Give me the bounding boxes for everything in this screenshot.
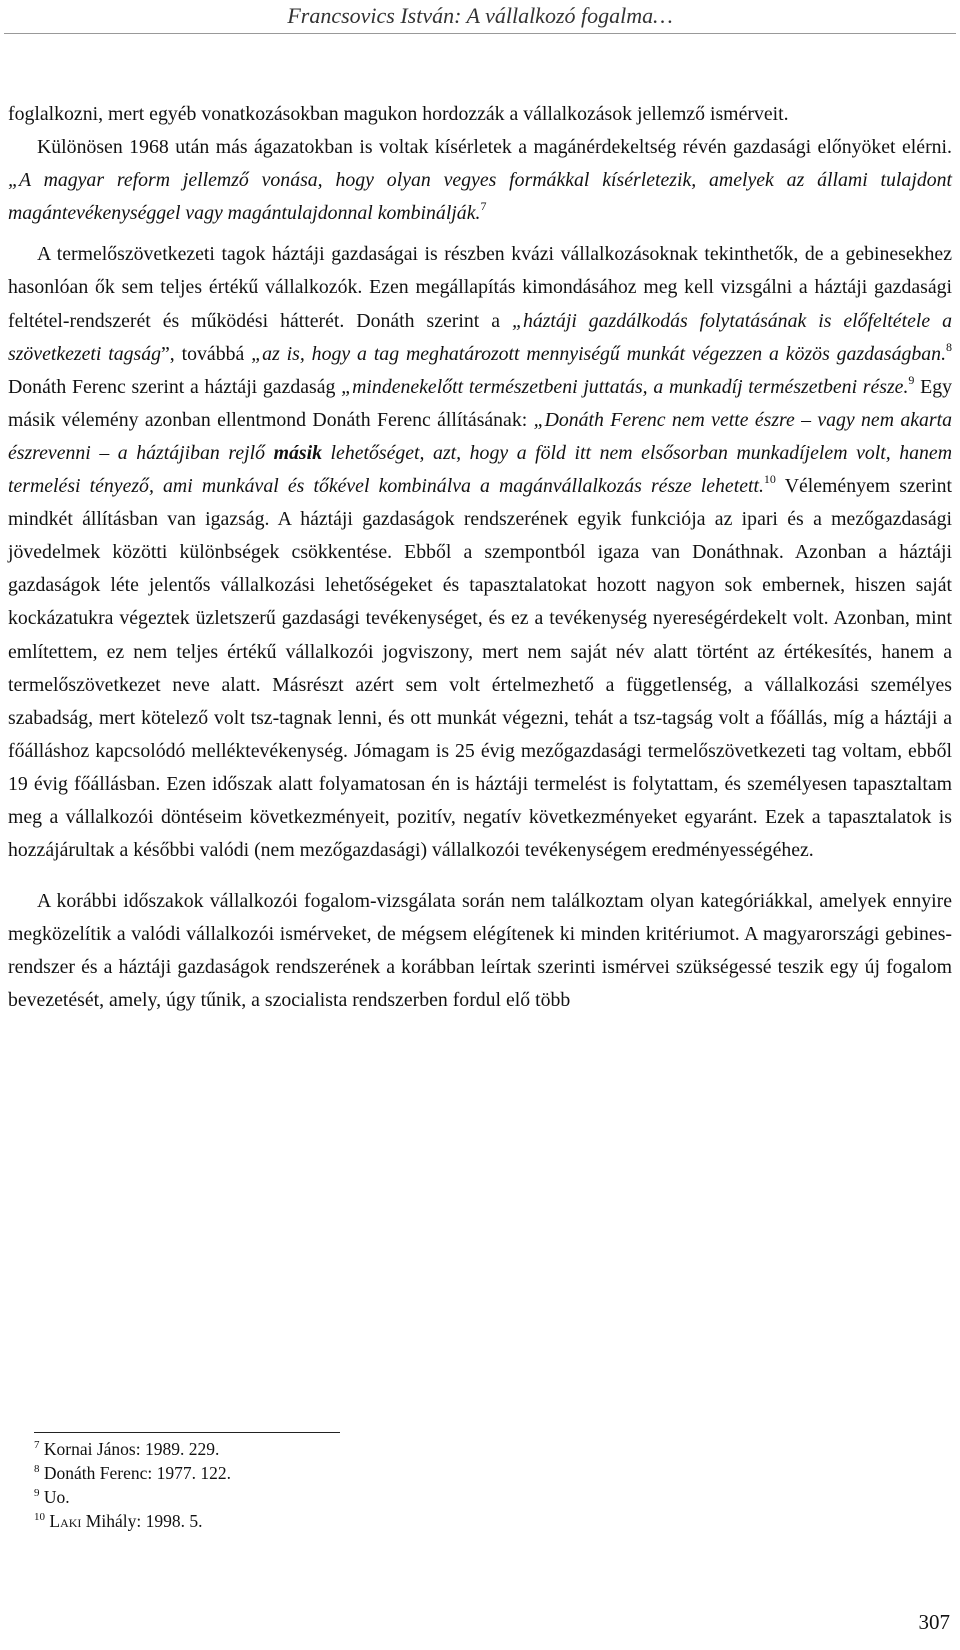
quote-laki-c: lehetőséget, azt, hogy a föld itt nem elsősorban munkadíjelem volt, hanem termelési tényező, ami munkával és tőkével kombinálva a magánvállalkozás része lehetett. [8, 441, 952, 498]
paragraph-2-text: Különösen 1968 után más ágazatokban is voltak kísérletek a magánérdekeltség révén gazdasági előnyöket elérni. [37, 136, 952, 159]
quote-donath-1: „háztáji gazdálkodás folytatásának is előfeltétele a szövetkezeti tagság [8, 309, 952, 365]
paragraph-3-text-e: Véleményem szerint mindkét állításban van igazság. A háztáji gazdaságok rendszerének egyik funkciója az ipari és a mezőgazdasági jövedelmek közötti különbségek csökkentése. Ebből a szempontból igaza van Donáthnak. Azonban a háztáji gazdaságok léte jelentős vállalkozási lehetőségeket és tapasztalatokat hozott nagyon sok embernek, hiszen saját kockázatukra végeztek üzletszerű gazdasági tevékenységet, és ez a tevékenység nyereségérdekelt volt. Azonban, mint említettem, ez nem teljes értékű vállalkozói jogviszony, mert nem saját név alatt történt az értékesítés, hanem a termelőszövetkezet neve alatt. Másrészt azért sem volt értelmezhető a függetlenség, a vállalkozási személyes szabadság, mert kötelező volt tsz-tagnak lenni, és ott munkát végezni, tehát a tsz-tagság volt a főállás, míg a háztáji a főálláshoz kapcsolódó melléktevékenység. Jómagam is 25 évig mezőgazdasági termelőszövetkezeti tag voltam, ebből 19 évig főállásban. Ezen időszak alatt folyamatosan én is háztáji termelést is folytattam, és személyesen tapasztaltam meg a vállalkozói döntéseim következményeit, pozitív, negatív következményeket egyaránt. Ezek a tapasztalatok is hozzájárultak a későbbi valódi (nem mezőgazdasági) vállalkozói tevékenységem eredményességéhez. [8, 475, 952, 862]
quote-donath-3: „mindenekelőtt természetbeni juttatás, a munkadíj természetbeni része. [341, 375, 909, 398]
footnote-ref-10[interactable]: 10 [763, 472, 776, 487]
footnote-ref-7[interactable]: 7 [480, 199, 487, 214]
footnote-text: Mihály: 1998. 5. [81, 1511, 203, 1531]
paragraph-2 [8, 131, 952, 230]
quote-laki-a: „Donáth Ferenc nem vet [533, 408, 735, 431]
footnote-number: 9 [34, 1487, 40, 1499]
footnote-ref-8[interactable]: 8 [946, 339, 953, 354]
paragraph-3-text-c: Donáth Ferenc szerint a háztáji gazdaság [8, 375, 342, 398]
footnote-10 [34, 1509, 634, 1533]
footnote-divider [34, 1432, 340, 1433]
footnote-text: Uo. [43, 1487, 70, 1507]
quote-laki-bold: másik [273, 441, 322, 464]
quote-donath-2: „az is, hogy a tag meghatározott mennyiségű munkát végezzen a közös gazdaságban. [251, 342, 947, 365]
main-text [8, 98, 952, 1018]
footnote-ref-9[interactable]: 9 [908, 372, 915, 387]
footnote-8 [34, 1461, 634, 1485]
page-number: 307 [918, 1610, 950, 1634]
paragraph-3-text-d: Egy másik vélemény azonban ellentmond Donáth Ferenc állításának: [8, 375, 952, 431]
paragraph-1: foglalkozni, mert egyéb vonatkozásokban magukon hordozzák a vállalkozások jellemző ismérveit. [8, 103, 789, 125]
footnote-7 [34, 1437, 634, 1461]
footnote-number: 8 [34, 1463, 40, 1475]
footnotes [34, 1437, 634, 1533]
quote-laki-upright: te észre – vagy nem akarta észrevenni – a háztájiban rejlő [8, 408, 952, 464]
footnote-number: 10 [34, 1511, 45, 1523]
footnote-text: Kornai János: 1989. 229. [43, 1439, 220, 1459]
footnote-number: 7 [34, 1439, 40, 1451]
running-title: Francsovics István: A vállalkozó fogalma… [287, 3, 673, 28]
footnote-text: Donáth Ferenc: 1977. 122. [43, 1463, 231, 1483]
paragraph-3 [8, 238, 952, 867]
footnote-9 [34, 1485, 634, 1509]
running-header [0, 0, 960, 44]
paragraph-3-text-a: A termelőszövetkezeti tagok háztáji gazdaságai is részben kvázi vállalkozásoknak tekinthetők, de a gebinesekhez hasonlóan ők sem teljes értékű vállalkozók. Ezen megállapítás kimondásához meg kell vizsgálni a háztáji gazdasági feltétel-rendszerét és működési hátterét. Donáth szerint a [8, 243, 952, 332]
quote-kornai: „A magyar reform jellemző vonása, hogy olyan vegyes formákkal kísérletezik, amelyek az állami tulajdont magántevékenységgel vagy magántulajdonnal kombinálják. [8, 169, 952, 225]
paragraph-3-text-b: ”, továbbá [161, 342, 252, 365]
header-divider [4, 33, 956, 34]
paragraph-4: A korábbi időszakok vállalkozói fogalom-vizsgálata során nem találkoztam olyan kategóriákkal, amelyek ennyire megközelítik a valódi vállalkozói ismérveket, de mégsem elégítenek ki minden kritériumot. A magyarországi gebines-rendszer és a háztáji gazdaságok rendszerének a korábban leírtak szerinti ismérvei szükségessé teszik egy új fogalom bevezetését, amely, úgy tűnik, a szocialista rendszerben fordul elő több [8, 890, 952, 1012]
footnote-author: Laki [49, 1511, 82, 1531]
